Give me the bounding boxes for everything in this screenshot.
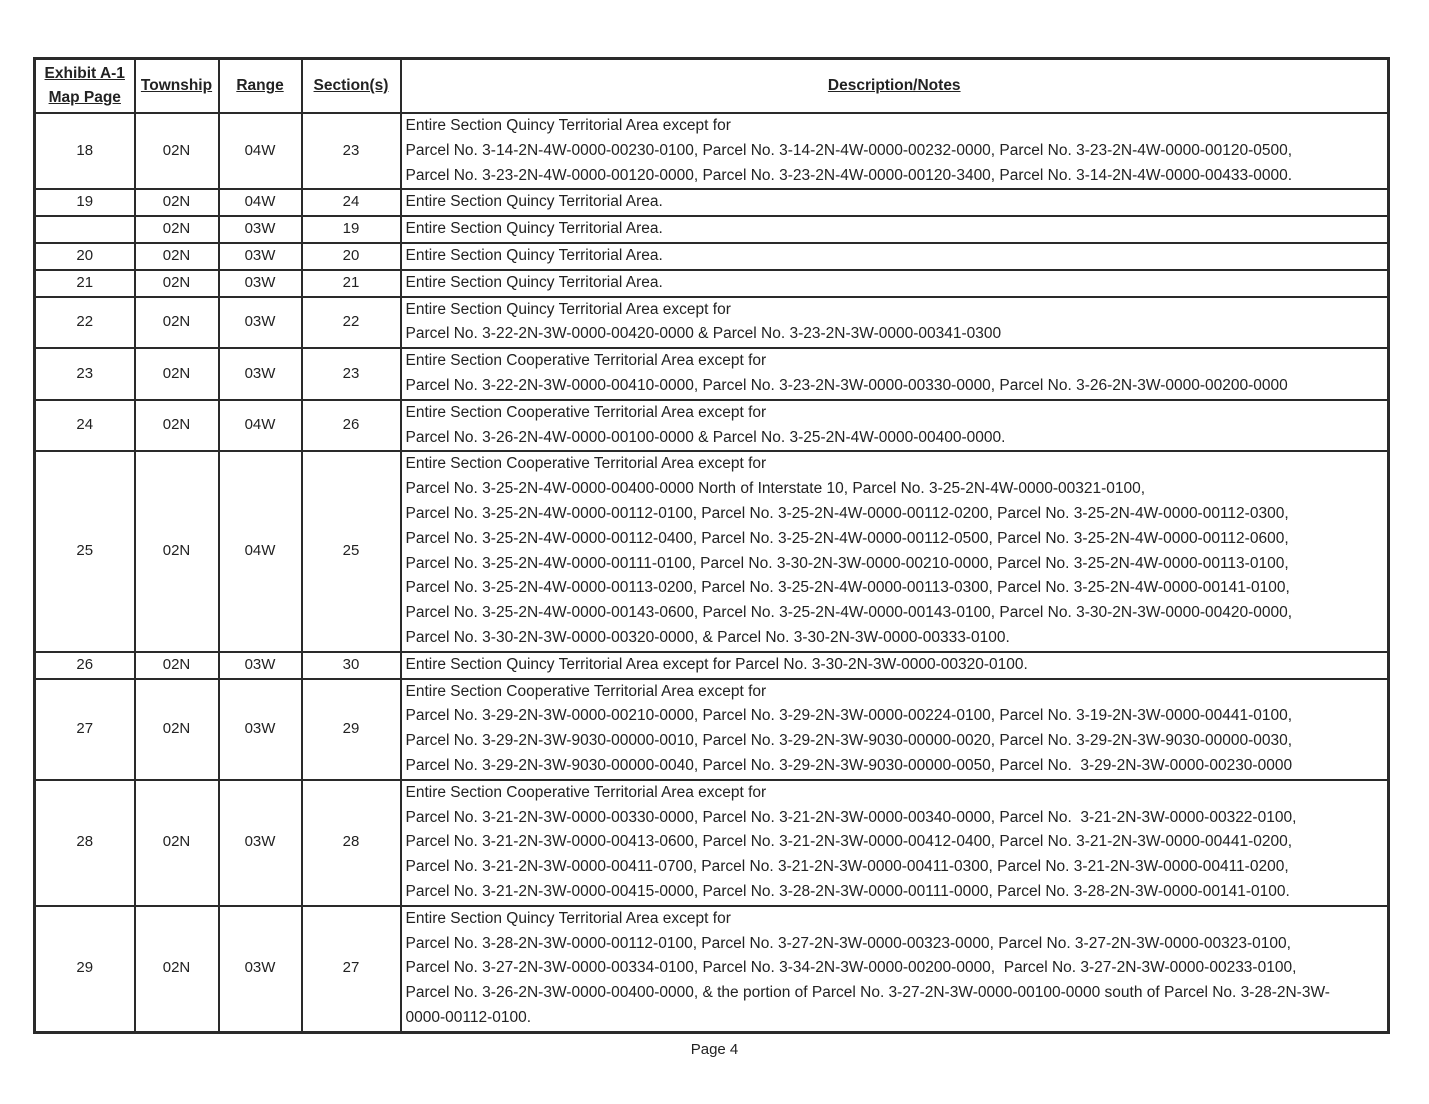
description-line: Entire Section Cooperative Territorial Area except for [405,682,767,700]
sections-cell: 19 [302,216,401,243]
description-line: Entire Section Quincy Territorial Area. [405,246,663,264]
table-row [35,679,1389,780]
description-cell [401,189,1389,216]
description-line: Parcel No. 3-29-2N-3W-9030-00000-0040, Parcel No. 3-29-2N-3W-9030-00000-0050, Parcel No. 3-29-2N-3W-0000-00230-0000 [405,756,1293,774]
description-cell [401,451,1389,651]
description-line: Parcel No. 3-21-2N-3W-0000-00330-0000, Parcel No. 3-21-2N-3W-0000-00340-0000, Parcel No. 3-21-2N-3W-0000-00322-0100, [405,808,1297,826]
range-cell: 04W [219,189,302,216]
description-line: Parcel No. 3-29-2N-3W-9030-00000-0010, Parcel No. 3-29-2N-3W-9030-00000-0020, Parcel No. 3-29-2N-3W-9030-00000-0030, [405,732,1293,750]
range-cell: 04W [219,451,302,651]
range-cell: 03W [219,906,302,1032]
description-line: Entire Section Quincy Territorial Area. [405,193,663,211]
sections-cell: 28 [302,780,401,906]
township-cell: 02N [135,270,219,297]
sections-cell: 24 [302,189,401,216]
description-line: Entire Section Quincy Territorial Area except for [405,117,731,134]
description-line: Parcel No. 3-27-2N-3W-0000-00334-0100, Parcel No. 3-34-2N-3W-0000-00200-0000, Parcel No. 3-27-2N-3W-0000-00233-0100, [405,959,1297,977]
township-cell: 02N [135,400,219,452]
table-row [35,270,1389,297]
table-row [35,348,1389,400]
description-line: Entire Section Cooperative Territorial Area except for [405,455,767,473]
sections-cell: 27 [302,906,401,1032]
sections-cell: 20 [302,243,401,270]
table-row [35,216,1389,243]
description-cell [401,400,1389,452]
township-cell: 02N [135,652,219,679]
header-row [35,59,1389,114]
description-cell [401,906,1389,1032]
description-line: Entire Section Cooperative Territorial Area except for [405,403,767,421]
range-cell: 04W [219,113,302,189]
col-header-sections: Section(s) [302,59,401,114]
description-cell [401,780,1389,906]
table-row [35,243,1389,270]
township-cell: 02N [135,113,219,189]
range-cell: 03W [219,780,302,906]
range-cell: 03W [219,216,302,243]
map-page-cell: 25 [35,451,135,651]
township-cell: 02N [135,780,219,906]
description-line: Parcel No. 3-29-2N-3W-0000-00210-0000, Parcel No. 3-29-2N-3W-0000-00224-0100, Parcel No. 3-19-2N-3W-0000-00441-0100, [405,707,1293,725]
description-line: Entire Section Quincy Territorial Area except for Parcel No. 3-30-2N-3W-0000-00320-0100. [405,655,1028,673]
map-page-cell: 26 [35,652,135,679]
exhibit-a1-table [33,57,1390,1034]
col-header-map-page-line2: Map Page [48,89,121,106]
map-page-cell: 27 [35,679,135,780]
range-cell: 03W [219,297,302,349]
map-page-cell: 20 [35,243,135,270]
township-cell: 02N [135,297,219,349]
description-cell [401,113,1389,189]
description-cell [401,270,1389,297]
range-cell: 03W [219,243,302,270]
description-cell [401,216,1389,243]
map-page-cell: 23 [35,348,135,400]
description-line: Entire Section Cooperative Territorial Area except for [405,352,767,370]
township-cell: 02N [135,679,219,780]
map-page-cell [35,216,135,243]
description-line: Entire Section Quincy Territorial Area. [405,273,663,291]
map-page-cell: 21 [35,270,135,297]
map-page-cell: 24 [35,400,135,452]
township-cell: 02N [135,348,219,400]
page-number: Page 4 [690,1041,739,1058]
col-header-map-page [35,59,135,114]
description-line: Entire Section Quincy Territorial Area. [405,220,663,238]
description-line: Parcel No. 3-25-2N-4W-0000-00112-0400, Parcel No. 3-25-2N-4W-0000-00112-0500, Parcel No. 3-25-2N-4W-0000-00112-0600, [405,529,1289,547]
sections-cell: 30 [302,652,401,679]
description-line: Parcel No. 3-25-2N-4W-0000-00400-0000 North of Interstate 10, Parcel No. 3-25-2N-4W-0000-00321-0100, [405,480,1146,498]
col-header-description: Description/Notes [401,59,1389,114]
township-cell: 02N [135,906,219,1032]
range-cell: 03W [219,652,302,679]
sections-cell: 29 [302,679,401,780]
description-line: Parcel No. 3-25-2N-4W-0000-00143-0600, Parcel No. 3-25-2N-4W-0000-00143-0100, Parcel No. 3-30-2N-3W-0000-00420-0000, [405,604,1293,622]
table-row [35,780,1389,906]
township-cell: 02N [135,243,219,270]
description-line: Parcel No. 3-14-2N-4W-0000-00230-0100, Parcel No. 3-14-2N-4W-0000-00232-0000, Parcel No. 3-23-2N-4W-0000-00120-0500, [405,141,1293,159]
sections-cell: 22 [302,297,401,349]
description-line: Parcel No. 3-25-2N-4W-0000-00112-0100, Parcel No. 3-25-2N-4W-0000-00112-0200, Parcel No. 3-25-2N-4W-0000-00112-0300, [405,504,1289,522]
table-row [35,297,1389,349]
table-row [35,400,1389,452]
description-line: Parcel No. 3-25-2N-4W-0000-00111-0100, Parcel No. 3-30-2N-3W-0000-00210-0000, Parcel No. 3-25-2N-4W-0000-00113-0100, [405,554,1289,572]
description-line: Parcel No. 3-21-2N-3W-0000-00415-0000, Parcel No. 3-28-2N-3W-0000-00111-0000, Parcel No. 3-28-2N-3W-0000-00141-0100. [405,882,1290,900]
table-body [35,113,1389,1032]
sections-cell: 26 [302,400,401,452]
sections-cell: 23 [302,113,401,189]
map-page-cell: 18 [35,113,135,189]
description-cell [401,679,1389,780]
description-line: Parcel No. 3-22-2N-3W-0000-00420-0000 & Parcel No. 3-23-2N-3W-0000-00341-0300 [405,325,1002,343]
description-line: Parcel No. 3-30-2N-3W-0000-00320-0000, & Parcel No. 3-30-2N-3W-0000-00333-0100. [405,628,1010,646]
table-row [35,189,1389,216]
table-row [35,113,1389,189]
description-line: Parcel No. 3-21-2N-3W-0000-00413-0600, Parcel No. 3-21-2N-3W-0000-00412-0400, Parcel No. 3-21-2N-3W-0000-00441-0200, [405,833,1293,851]
sections-cell: 25 [302,451,401,651]
description-cell [401,297,1389,349]
col-header-township: Township [135,59,219,114]
sections-cell: 21 [302,270,401,297]
description-line: Parcel No. 3-25-2N-4W-0000-00113-0200, Parcel No. 3-25-2N-4W-0000-00113-0300, Parcel No. 3-25-2N-4W-0000-00141-0100, [405,579,1290,597]
col-header-map-page-line1: Exhibit A-1 [44,65,125,82]
township-cell: 02N [135,451,219,651]
description-line: Parcel No. 3-23-2N-4W-0000-00120-0000, Parcel No. 3-23-2N-4W-0000-00120-3400, Parcel No. 3-14-2N-4W-0000-00433-0000. [405,166,1293,184]
description-cell [401,652,1389,679]
sections-cell: 23 [302,348,401,400]
description-cell [401,348,1389,400]
map-page-cell: 19 [35,189,135,216]
range-cell: 03W [219,679,302,780]
description-line: Entire Section Quincy Territorial Area except for [405,909,731,927]
description-line: Parcel No. 3-26-2N-4W-0000-00100-0000 & Parcel No. 3-25-2N-4W-0000-00400-0000. [405,428,1006,446]
col-header-range: Range [219,59,302,114]
description-line: Entire Section Cooperative Territorial Area except for [405,783,767,801]
table-row [35,652,1389,679]
description-line: 0000-00112-0100. [405,1008,532,1026]
table-row [35,906,1389,1032]
map-page-cell: 28 [35,780,135,906]
range-cell: 03W [219,270,302,297]
description-line: Parcel No. 3-22-2N-3W-0000-00410-0000, Parcel No. 3-23-2N-3W-0000-00330-0000, Parcel No. 3-26-2N-3W-0000-00200-0000 [405,376,1288,394]
description-line: Parcel No. 3-28-2N-3W-0000-00112-0100, Parcel No. 3-27-2N-3W-0000-00323-0000, Parcel No. 3-27-2N-3W-0000-00323-0100, [405,934,1291,952]
description-line: Entire Section Quincy Territorial Area except for [405,300,731,318]
description-line: Parcel No. 3-26-2N-3W-0000-00400-0000, & the portion of Parcel No. 3-27-2N-3W-0000-00100-0000 south of Parcel No. 3-28-2N-3W- [405,984,1330,1002]
map-page-cell: 22 [35,297,135,349]
description-line: Parcel No. 3-21-2N-3W-0000-00411-0700, Parcel No. 3-21-2N-3W-0000-00411-0300, Parcel No. 3-21-2N-3W-0000-00411-0200, [405,858,1289,876]
township-cell: 02N [135,216,219,243]
range-cell: 03W [219,348,302,400]
range-cell: 04W [219,400,302,452]
table-row [35,451,1389,651]
description-cell [401,243,1389,270]
township-cell: 02N [135,189,219,216]
map-page-cell: 29 [35,906,135,1032]
